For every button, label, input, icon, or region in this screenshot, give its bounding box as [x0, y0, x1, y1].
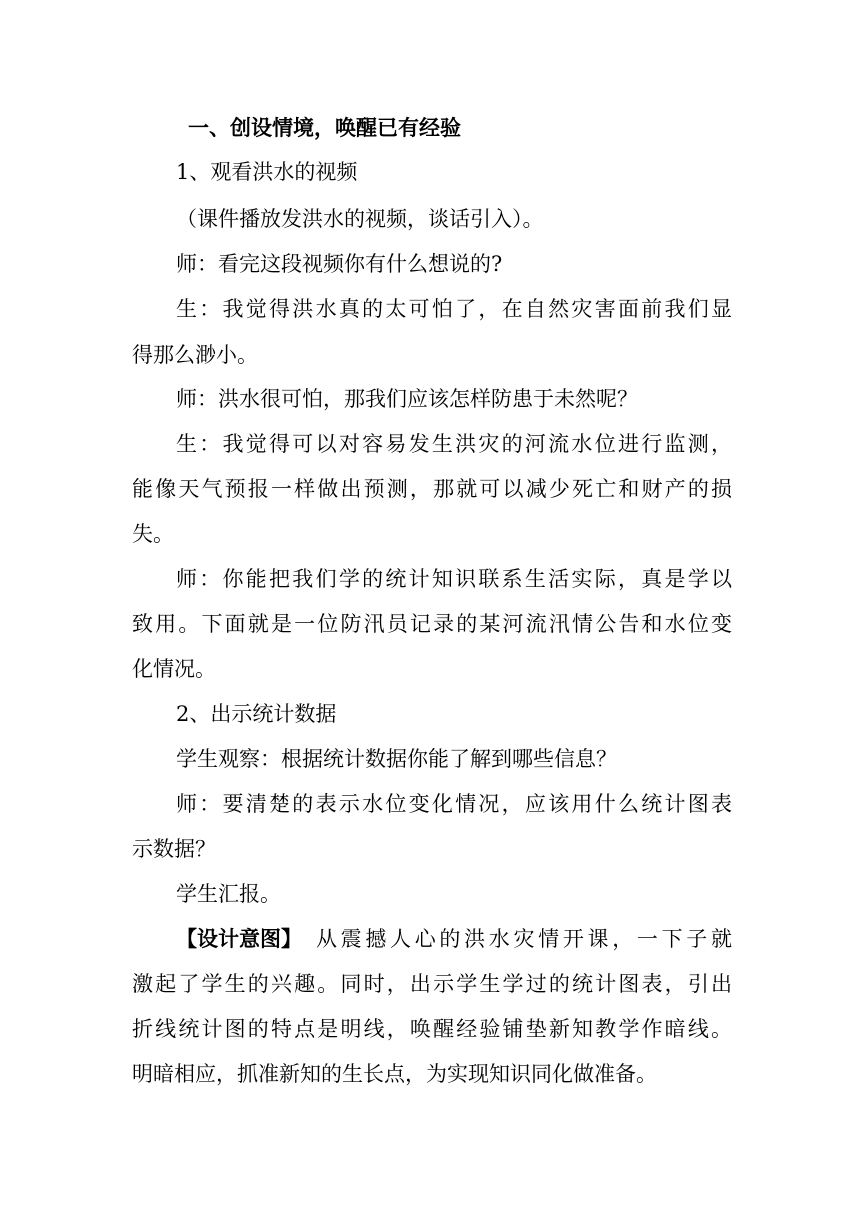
paragraph-line: 师：你能把我们学的统计知识联系生活实际，真是学以	[176, 567, 732, 591]
paragraph-line: 2、出示统计数据	[176, 702, 337, 726]
paragraph-line: 生：我觉得可以对容易发生洪灾的河流水位进行监测，	[176, 432, 732, 456]
paragraph-line: 得那么渺小。	[132, 343, 258, 367]
paragraph-line: 化情况。	[132, 657, 216, 681]
paragraph-line: 师：看完这段视频你有什么想说的?	[176, 252, 503, 276]
paragraph-line: 学生汇报。	[176, 882, 281, 906]
paragraph-line: 激起了学生的兴趣。同时，出示学生学过的统计图表，引出	[132, 972, 732, 996]
paragraph-line: 明暗相应，抓准新知的生长点，为实现知识同化做准备。	[132, 1062, 657, 1086]
paragraph-line: 学生观察：根据统计数据你能了解到哪些信息？	[176, 747, 617, 771]
paragraph-line: 示数据？	[132, 837, 216, 861]
paragraph-line: 折线统计图的特点是明线，唤醒经验铺垫新知教学作暗线。	[132, 1017, 732, 1041]
paragraph-line: （课件播放发洪水的视频，谈话引入）。	[176, 207, 544, 231]
paragraph-line: 失。	[132, 522, 174, 546]
paragraph-line: 1、观看洪水的视频	[176, 160, 358, 184]
section-heading: 一、创设情境，唤醒已有经验	[188, 116, 461, 140]
paragraph-line: 能像天气预报一样做出预测，那就可以减少死亡和财产的损	[132, 477, 732, 501]
design-intent-first-line	[176, 924, 732, 954]
design-intent-tag: 【设计意图】	[176, 927, 302, 951]
paragraph-line: 致用。下面就是一位防汛员记录的某河流汛情公告和水位变	[132, 612, 732, 636]
paragraph-line: 师：洪水很可怕，那我们应该怎样防患于未然呢？	[176, 387, 638, 411]
paragraph-line: 生：我觉得洪水真的太可怕了，在自然灾害面前我们显	[176, 297, 732, 321]
paragraph-line: 从震撼人心的洪水灾情开课，一下子就	[316, 927, 732, 951]
paragraph-line: 师：要清楚的表示水位变化情况，应该用什么统计图表	[176, 792, 732, 816]
